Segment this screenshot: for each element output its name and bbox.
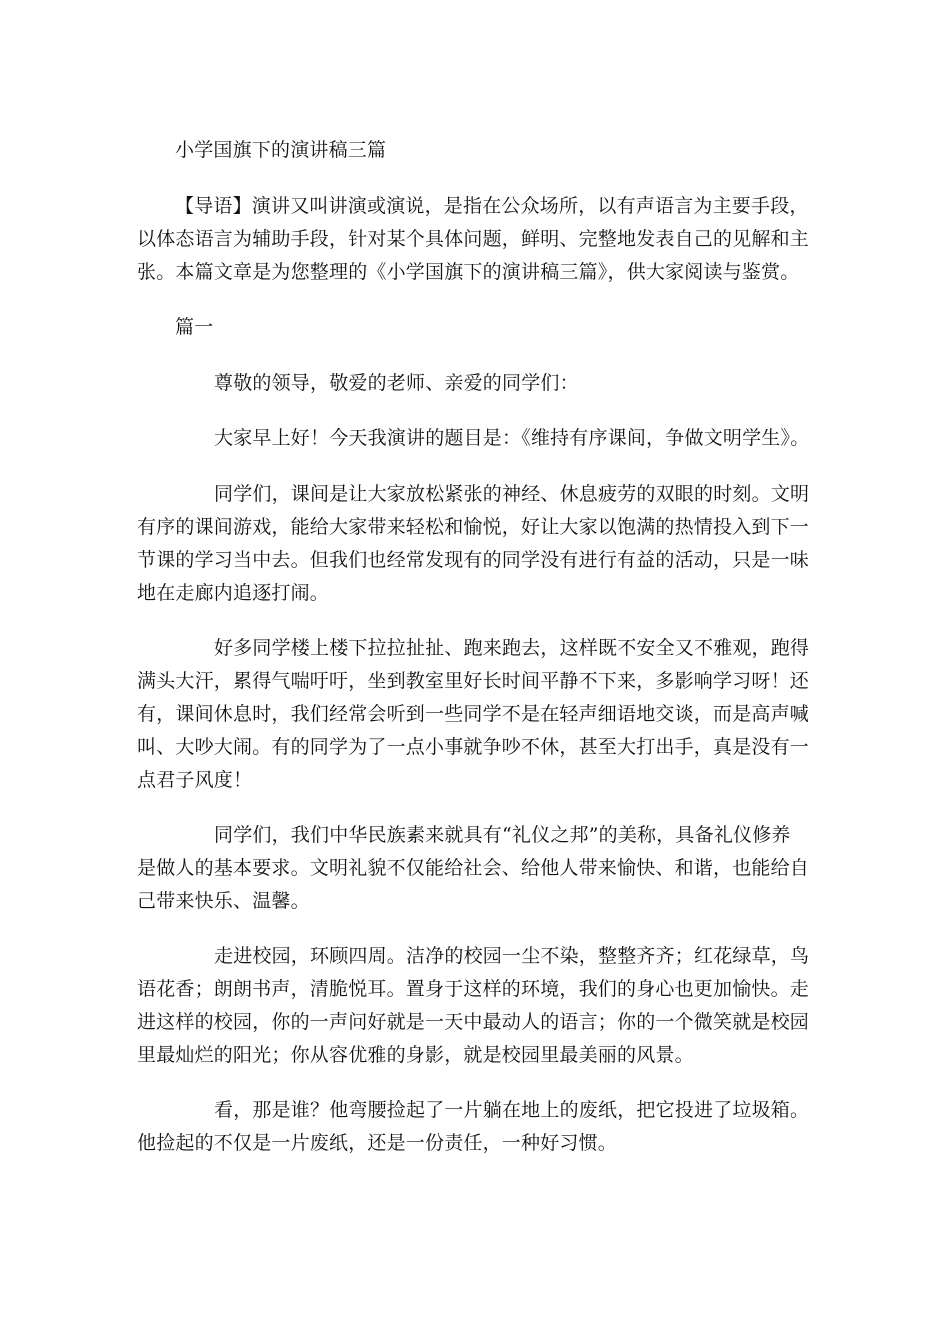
paragraph-line: 同学们，课间是让大家放松紧张的神经、休息疲劳的双眼的时刻。文明 (214, 483, 810, 505)
paragraph-line: 有，课间休息时，我们经常会听到一些同学不是在轻声细语地交谈，而是高声喊 (137, 703, 810, 725)
paragraph-line: 地在走廊内追逐打闹。 (137, 582, 330, 604)
salutation: 尊敬的领导，敬爱的老师、亲爱的同学们： (214, 372, 579, 394)
paragraph-line: 好多同学楼上楼下拉拉扯扯、跑来跑去，这样既不安全又不雅观，跑得 (214, 637, 810, 659)
document-title: 小学国旗下的演讲稿三篇 (175, 139, 387, 161)
paragraph-line: 看，那是谁？他弯腰捡起了一片躺在地上的废纸，把它投进了垃圾箱。 (214, 1099, 810, 1121)
paragraph-line: 己带来快乐、温馨。 (137, 890, 310, 912)
paragraph-line: 是做人的基本要求。文明礼貌不仅能给社会、给他人带来愉快、和谐，也能给自 (137, 857, 810, 879)
paragraph-line: 有序的课间游戏，能给大家带来轻松和愉悦，好让大家以饱满的热情投入到下一 (137, 516, 810, 538)
paragraph-line: 进这样的校园，你的一声问好就是一天中最动人的语言；你的一个微笑就是校园 (137, 1011, 810, 1033)
intro-line: 以体态语言为辅助手段，针对某个具体问题，鲜明、完整地发表自己的见解和主 (137, 228, 810, 250)
paragraph-line: 叫、大吵大闹。有的同学为了一点小事就争吵不休，甚至大打出手，真是没有一 (137, 736, 810, 758)
paragraph-line: 他捡起的不仅是一片废纸，还是一份责任，一种好习惯。 (137, 1132, 618, 1154)
section-heading: 篇一 (175, 316, 214, 338)
intro-line: 【导语】演讲又叫讲演或演说，是指在公众场所，以有声语言为主要手段， (175, 195, 809, 217)
greeting: 大家早上好！今天我演讲的题目是：《维持有序课间，争做文明学生》。 (214, 427, 810, 449)
paragraph-line: 语花香；朗朗书声，清脆悦耳。置身于这样的环境，我们的身心也更加愉快。走 (137, 978, 810, 1000)
paragraph-line: 走进校园，环顾四周。洁净的校园一尘不染，整整齐齐；红花绿草，鸟 (214, 945, 810, 967)
paragraph-line: 里最灿烂的阳光；你从容优雅的身影，就是校园里最美丽的风景。 (137, 1044, 694, 1066)
paragraph-line: 点君子风度！ (137, 769, 253, 791)
paragraph-line: 同学们，我们中华民族素来就具有“礼仪之邦”的美称，具备礼仪修养 (214, 824, 791, 846)
paragraph-line: 满头大汗，累得气喘吁吁，坐到教室里好长时间平静不下来，多影响学习呀！还 (137, 670, 810, 692)
intro-line: 张。本篇文章是为您整理的《小学国旗下的演讲稿三篇》，供大家阅读与鉴赏。 (137, 261, 800, 283)
paragraph-line: 节课的学习当中去。但我们也经常发现有的同学没有进行有益的活动，只是一味 (137, 549, 810, 571)
